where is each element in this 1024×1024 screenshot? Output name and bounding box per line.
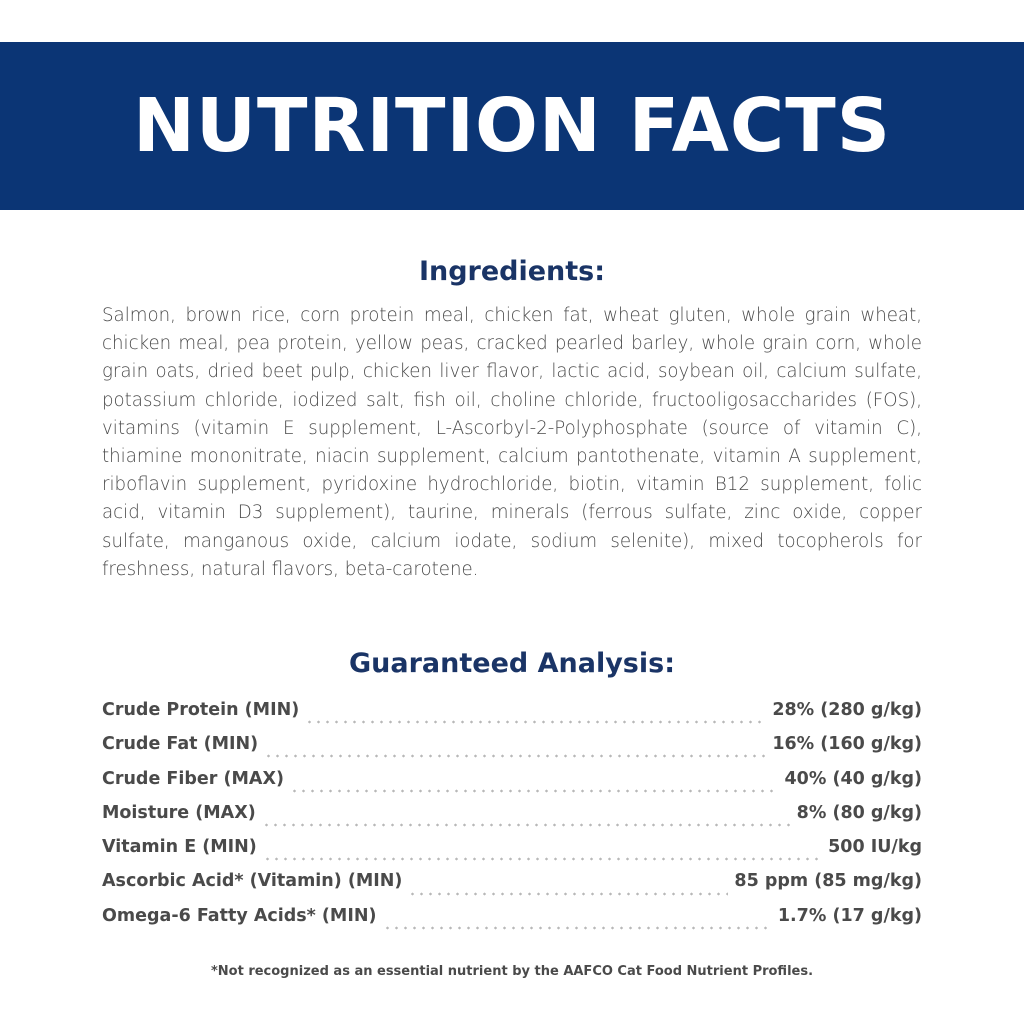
page-title: NUTRITION FACTS [132,83,892,169]
analysis-value: 40% (40 g/kg) [784,768,922,789]
dot-leader [263,857,822,861]
dot-leader [305,720,766,724]
footnote: *Not recognized as an essential nutrient by the AAFCO Cat Food Nutrient Profiles. [210,964,814,979]
title-banner [0,42,1024,210]
analysis-label: Crude Fat (MIN) [102,734,259,755]
analysis-value: 500 IU/kg [828,837,922,858]
analysis-value: 8% (80 g/kg) [796,802,922,823]
analysis-row [102,837,922,871]
analysis-label: Omega-6 Fatty Acids* (MIN) [102,905,377,926]
analysis-value: 16% (160 g/kg) [772,734,922,755]
analysis-row [102,734,922,768]
guaranteed-analysis-table [102,700,922,940]
analysis-label: Crude Protein (MIN) [102,700,300,720]
ingredients-text: Salmon, brown rice, corn protein meal, chicken fat, wheat gluten, whole grain wheat, chicken meal, pea protein, yellow peas, cracked pearled barley, whole grain corn, whole grain oats, dried beet pulp, chicken liver flavor, lactic acid, soybean oil, calcium sulfate, potassium chloride, iodized salt, fish oil, choline chloride, fructooligosaccharides (FOS), vitamins (vitamin E supplement, L-Ascorbyl-2-Polyphosphate (source of vitamin C), thiamine mononitrate, niacin supplement, calcium pantothenate, vitamin A supplement, riboflavin supplement, pyridoxine hydrochloride, biotin, vitamin B12 supplement, folic acid, vitamin D3 supplement), taurine, minerals (ferrous sulfate, zinc oxide, copper sulfate, manganous oxide, calcium iodate, sodium selenite), mixed tocopherols for freshness, natural flavors, beta-carotene. [102,305,922,580]
ingredients-heading: Ingredients: [418,256,606,287]
analysis-value: 85 ppm (85 mg/kg) [734,871,922,892]
dot-leader [290,789,779,793]
analysis-label: Moisture (MAX) [102,802,256,823]
analysis-row [102,803,922,837]
analysis-row [102,871,922,905]
analysis-value: 1.7% (17 g/kg) [777,905,922,926]
dot-leader [262,823,791,827]
analysis-label: Crude Fiber (MAX) [102,768,284,789]
analysis-value: 28% (280 g/kg) [772,700,922,720]
dot-leader [408,892,728,896]
analysis-label: Vitamin E (MIN) [102,837,257,858]
guaranteed-analysis-heading: Guaranteed Analysis: [348,648,675,679]
analysis-label: Ascorbic Acid* (Vitamin) (MIN) [102,871,403,892]
analysis-row [102,700,922,734]
dot-leader [383,926,772,930]
analysis-row [102,906,922,940]
dot-leader [264,754,766,758]
analysis-row [102,769,922,803]
